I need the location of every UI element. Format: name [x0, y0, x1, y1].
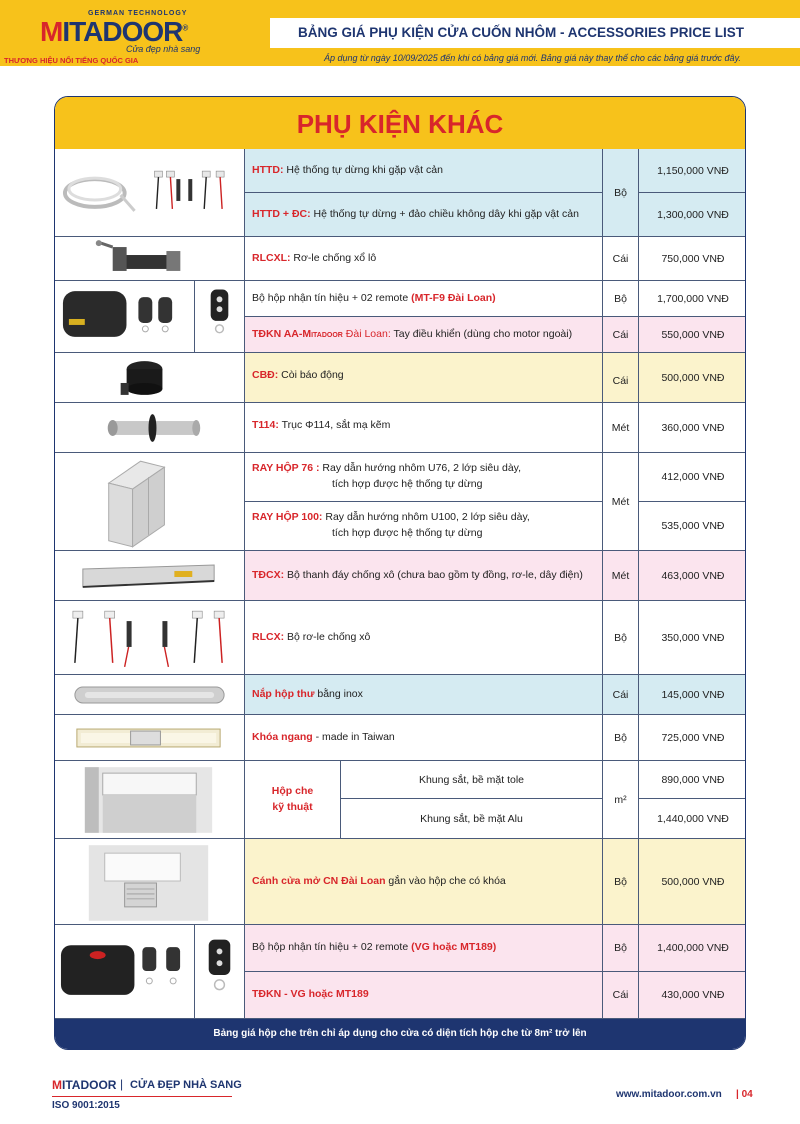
row-t114-desc: T114: Trục Φ114, sắt mạ kẽm — [245, 403, 603, 453]
row-rlcx-unit: Bộ — [603, 601, 639, 675]
product-image-lock — [55, 715, 245, 761]
row-tdkn-aa-desc: TĐKN AA-MITADOOR Đài Loan: Tay điều khiển (dùng cho motor ngoài) — [245, 317, 603, 353]
row-httd-dc-price: 1,300,000 VNĐ — [639, 193, 746, 237]
row-httd-price: 1,150,000 VNĐ — [639, 149, 746, 193]
row-tdkn-vg-desc: TĐKN - VG hoặc MT189 — [245, 972, 603, 1019]
footer-divider — [52, 1096, 232, 1097]
row-lock-unit: Bộ — [603, 715, 639, 761]
product-image-httd — [55, 149, 245, 237]
row-t114-price: 360,000 VNĐ — [639, 403, 746, 453]
row-cover-box-opt-tole: Khung sắt, bề mặt tole — [341, 761, 603, 799]
section-title: PHỤ KIỆN KHÁC — [296, 109, 504, 139]
row-httd-unit: Bộ — [603, 149, 639, 237]
brand-small-text: GERMAN TECHNOLOGY — [88, 10, 188, 17]
row-mail-slot-unit: Cái — [603, 675, 639, 715]
row-tdcx-unit: Mét — [603, 551, 639, 601]
product-image-bottom-bar — [55, 551, 245, 601]
row-rlcxl-price: 750,000 VNĐ — [639, 237, 746, 281]
product-image-access-door — [55, 839, 245, 925]
table-footer-note: Bảng giá hộp che trên chỉ áp dụng cho cửa có diện tích hộp che từ 8m² trở lên — [213, 1028, 587, 1039]
footer-website-link[interactable]: www.mitadoor.com.vn — [616, 1089, 722, 1100]
brand-name: MITADOOR® — [40, 16, 188, 47]
row-cbd-unit: Cái — [603, 353, 639, 403]
row-mail-slot-desc: Nắp hộp thư bằng inox — [245, 675, 603, 715]
row-ray-unit: Mét — [603, 453, 639, 551]
row-rlcx-price: 350,000 VNĐ — [639, 601, 746, 675]
row-httd-desc: HTTD: Hệ thống tự dừng khi gặp vật cản — [245, 149, 603, 193]
row-lock-desc: Khóa ngang - made in Taiwan — [245, 715, 603, 761]
row-access-door-price: 500,000 VNĐ — [639, 839, 746, 925]
row-rlcxl-unit: Cái — [603, 237, 639, 281]
brand-tagline: Cửa đẹp nhà sang — [126, 44, 201, 54]
row-ray100-price: 535,000 VNĐ — [639, 502, 746, 551]
product-image-remote-vg — [195, 925, 245, 1019]
row-receiver-vg-desc: Bộ hộp nhận tín hiệu + 02 remote (VG hoặc MT189) — [245, 925, 603, 972]
row-cbd-price: 500,000 VNĐ — [639, 353, 746, 403]
page-title: BẢNG GIÁ PHỤ KIỆN CỬA CUỐN NHÔM - ACCESSORIES PRICE LIST — [298, 25, 744, 40]
product-image-cover-box — [55, 761, 245, 839]
product-image-shaft — [55, 403, 245, 453]
price-table — [54, 96, 746, 1050]
footer-logo: MITADOOR — [52, 1078, 117, 1092]
row-tdkn-vg-unit: Cái — [603, 972, 639, 1019]
row-rlcx-desc: RLCX: Bộ rơ-le chống xô — [245, 601, 603, 675]
row-t114-unit: Mét — [603, 403, 639, 453]
row-ray76-desc: RAY HỘP 76 : Ray dẫn hướng nhôm U76, 2 lớp siêu dày, tích hợp được hệ thống tự dừng — [245, 453, 603, 502]
row-mail-slot-price: 145,000 VNĐ — [639, 675, 746, 715]
row-receiver-vg-price: 1,400,000 VNĐ — [639, 925, 746, 972]
row-rlcxl-desc: RLCXL: Rơ-le chống xổ lô — [245, 237, 603, 281]
row-tdcx-price: 463,000 VNĐ — [639, 551, 746, 601]
row-lock-price: 725,000 VNĐ — [639, 715, 746, 761]
footer-iso: ISO 9001:2015 — [52, 1100, 120, 1111]
brand-slogan: THƯƠNG HIỆU NỔI TIẾNG QUỐC GIA — [4, 56, 139, 65]
product-image-mail-slot — [55, 675, 245, 715]
product-image-siren — [55, 353, 245, 403]
row-cover-box-unit: m² — [603, 761, 639, 839]
product-image-rail — [55, 453, 245, 551]
row-httd-dc-desc: HTTD + ĐC: Hệ thống tự dừng + đảo chiều không dây khi gặp vật cản — [245, 193, 603, 237]
brand-logo — [0, 0, 268, 66]
row-ray100-desc: RAY HỘP 100: Ray dẫn hướng nhôm U100, 2 lớp siêu dày, tích hợp được hệ thống tự dừng — [245, 502, 603, 551]
product-image-relay-set — [55, 601, 245, 675]
footer-separator: | — [120, 1077, 124, 1091]
row-receiver-vg-unit: Bộ — [603, 925, 639, 972]
row-cover-box-price-tole: 890,000 VNĐ — [639, 761, 746, 799]
row-access-door-desc: Cánh cửa mở CN Đài Loan gắn vào hộp che có khóa — [245, 839, 603, 925]
row-cover-box-price-alu: 1,440,000 VNĐ — [639, 799, 746, 839]
row-tdkn-aa-price: 550,000 VNĐ — [639, 317, 746, 353]
row-access-door-unit: Bộ — [603, 839, 639, 925]
row-tdkn-aa-unit: Cái — [603, 317, 639, 353]
row-ray76-price: 412,000 VNĐ — [639, 453, 746, 502]
row-receiver-mtf9-unit: Bộ — [603, 281, 639, 317]
row-cover-box-label: Hộp che kỹ thuật — [245, 761, 341, 839]
row-cbd-desc: CBĐ: Còi báo động — [245, 353, 603, 403]
row-cover-box-opt-alu: Khung sắt, bề mặt Alu — [341, 799, 603, 839]
product-image-remote — [195, 281, 245, 353]
row-tdkn-vg-price: 430,000 VNĐ — [639, 972, 746, 1019]
row-tdcx-desc: TĐCX: Bộ thanh đáy chống xô (chưa bao gồm ty đồng, rơ-le, dây điện) — [245, 551, 603, 601]
row-receiver-mtf9-price: 1,700,000 VNĐ — [639, 281, 746, 317]
footer-slogan: CỬA ĐẸP NHÀ SANG — [130, 1079, 242, 1091]
product-image-receiver — [55, 281, 195, 353]
product-image-receiver-vg — [55, 925, 195, 1019]
page-subtitle: Áp dụng từ ngày 10/09/2025 đến khi có bảng giá mới. Bảng giá này thay thế cho các bảng giá trước đây. — [324, 53, 741, 63]
page-number: | 04 — [736, 1089, 753, 1100]
product-image-rlcxl — [55, 237, 245, 281]
row-receiver-mtf9-desc: Bộ hộp nhận tín hiệu + 02 remote (MT-F9 Đài Loan) — [245, 281, 603, 317]
